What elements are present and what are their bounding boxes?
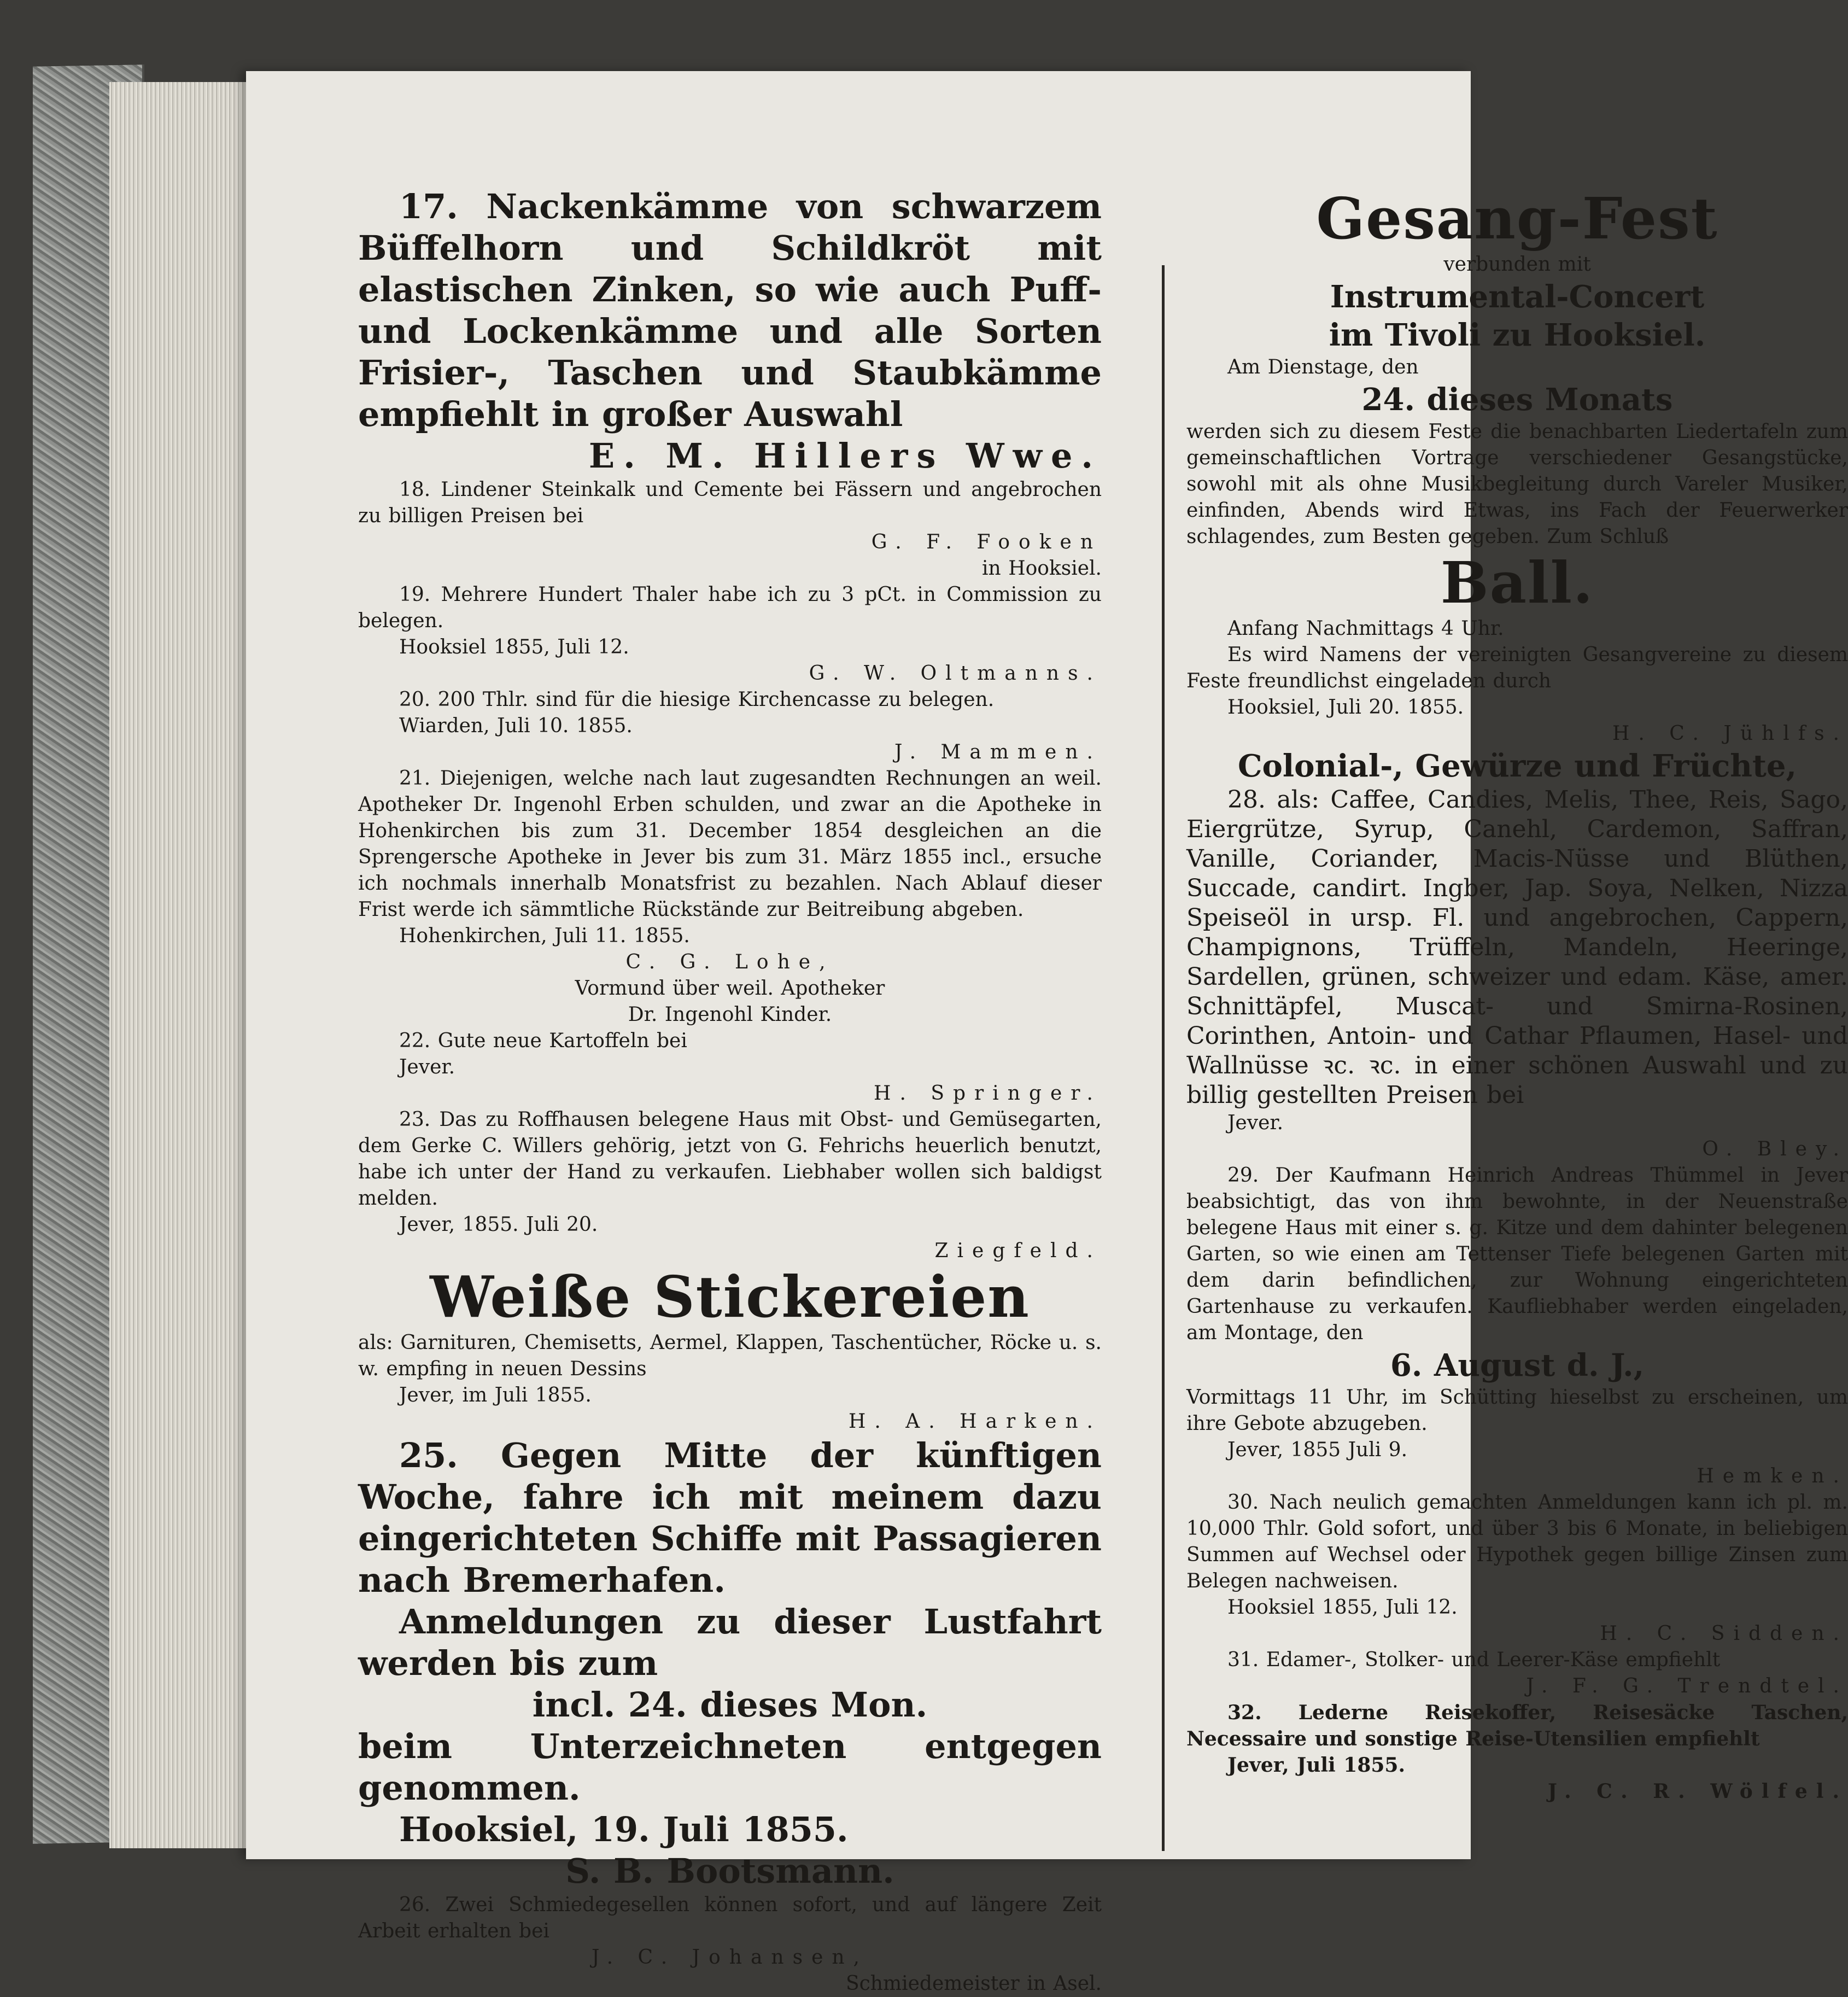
fest-signature: H. C. Jühlfs. — [1612, 722, 1848, 745]
ad-21-signature: C. G. Lohe, — [625, 951, 834, 973]
right-column — [1186, 186, 1848, 1805]
ad-32: 32. Lederne Reisekoffer, Reisesäcke Taschen, Necessaire und sonstige Reise-Utensilien empfiehlt — [1186, 1701, 1848, 1750]
ad-19-date: Hooksiel 1855, Juli 12. — [399, 636, 629, 658]
fest-start: Anfang Nachmittags 4 Uhr. — [1227, 617, 1504, 640]
ad-26-signature: J. C. Johansen, — [591, 1946, 869, 1969]
ad-32-date: Jever, Juli 1855. — [1227, 1754, 1405, 1777]
newspaper-page — [246, 71, 1848, 1995]
ad-28-heading: Colonial-, Gewürze und Früchte, — [1237, 748, 1797, 784]
page-stack-edges — [109, 82, 264, 1848]
ad-29-b: Vormittags 11 Uhr, im Schütting hieselbst zu erscheinen, um ihre Gebote abzugeben. — [1186, 1386, 1848, 1435]
ad-28-signature: O. Bley. — [1702, 1138, 1848, 1160]
ad-31-signature: J. F. G. Trendtel. — [1526, 1675, 1848, 1697]
ad-17: 17. Nackenkämme von schwarzem Büffelhorn und Schildkröt mit elastischen Zinken, so wie auch Puff- und Lockenkämme und alle Sorten Frisier-, Taschen und Staubkämme empfiehlt in großer Auswahl — [358, 186, 1102, 434]
ad-19: 19. Mehrere Hundert Thaler habe ich zu 3 pCt. in Commission zu belegen. — [358, 583, 1102, 632]
left-column — [358, 186, 1102, 1997]
ad-20: 20. 200 Thlr. sind für die hiesige Kirchencasse zu belegen. — [399, 688, 995, 711]
ad-20-signature: J. Mammen. — [894, 741, 1102, 763]
ad-24-date: Jever, im Juli 1855. — [399, 1384, 592, 1406]
fest-heading: Gesang-Fest — [1316, 185, 1718, 252]
ad-24-heading: Weiße Stickereien — [430, 1263, 1030, 1330]
ad-22-signature: H. Springer. — [874, 1082, 1102, 1105]
ad-20-date: Wiarden, Juli 10. 1855. — [399, 715, 633, 737]
fest-body: werden sich zu diesem Feste die benachbarten Liedertafeln zum gemeinschaftlichen Vortrage verschiedener Gesangstücke, sowohl mit als ohne Musikbegleitung durch Vareler Musiker, einfinden, Abends wird Etwas, ins Fach der Feuerwerker schlagendes, zum Besten gegeben. Zum Schluß — [1186, 421, 1848, 548]
ad-30-date: Hooksiel 1855, Juli 12. — [1227, 1596, 1458, 1619]
fest-ball: Ball. — [1440, 549, 1594, 616]
fest-place: im Tivoli zu Hooksiel. — [1329, 317, 1706, 353]
ad-25-d: beim Unterzeichneten entgegen genommen. — [358, 1726, 1102, 1808]
fest-date: 24. dieses Monats — [1361, 382, 1673, 418]
ad-21-date: Hohenkirchen, Juli 11. 1855. — [399, 925, 690, 947]
ad-28-place: Jever. — [1227, 1112, 1284, 1134]
ad-21-signature-3: Dr. Ingenohl Kinder. — [628, 1003, 832, 1026]
ad-22: 22. Gute neue Kartoffeln bei — [399, 1030, 687, 1052]
fest-concert: Instrumental-Concert — [1330, 279, 1705, 315]
ad-21-signature-2: Vormund über weil. Apotheker — [575, 977, 885, 1000]
ad-23: 23. Das zu Roffhausen belegene Haus mit Obst- und Gemüsegarten, dem Gerke C. Willers gehörig, jetzt von G. Fehrichs heuerlich benutzt, habe ich unter der Hand zu verkaufen. Liebhaber wollen sich baldigst melden. — [358, 1108, 1102, 1210]
ad-21: 21. Diejenigen, welche nach laut zugesandten Rechnungen an weil. Apotheker Dr. Ingenohl Erben schulden, und zwar an die Apotheke in Hohenkirchen bis zum 31. December 1854 desgleichen an die Sprengersche Apotheke in Jever bis zum 31. März 1855 incl., ersuche ich nochmals innerhalb Monatsfrist zu bezahlen. Nach Ablauf dieser Frist werde ich sämmtliche Rückstände zur Beitreibung abgeben. — [358, 767, 1102, 921]
ad-29-date-2: Jever, 1855 Juli 9. — [1227, 1439, 1408, 1461]
ad-31: 31. Edamer-, Stolker- und Leerer-Käse empfiehlt — [1227, 1649, 1721, 1671]
ad-18: 18. Lindener Steinkalk und Cemente bei Fässern und angebrochen zu billigen Preisen bei — [358, 478, 1102, 527]
ad-18-signature: G. F. Fooken — [871, 531, 1102, 553]
ad-30: 30. Nach neulich gemachten Anmeldungen kann ich pl. m. 10,000 Thlr. Gold sofort, und über 3 bis 6 Monate, in beliebigen Summen auf Wechsel oder Hypothek gegen billige Zinsen zum Belegen nachweisen. — [1186, 1491, 1848, 1592]
ad-30-signature: H. C. Sidden. — [1600, 1622, 1848, 1645]
ad-17-signature: E. M. Hillers Wwe. — [588, 436, 1102, 476]
fest-invite: Es wird Namens der vereinigten Gesangvereine zu diesem Feste freundlichst eingeladen durch — [1186, 644, 1848, 692]
ad-29: 29. Der Kaufmann Heinrich Andreas Thümmel in Jever beabsichtigt, das von ihm bewohnte, in der Neuenstraße belegene Haus mit einer s. g. Kitze und dem dahinter belegenen Garten, so wie einen am Tettenser Tiefe belegenen Garten mit dem darin befindlichen, zur Wohnung eingerichteten Gartenhause zu verkaufen. Kaufliebhaber werden eingeladen, am Montage, den — [1186, 1164, 1848, 1344]
fest-day: Am Dienstage, den — [1227, 356, 1419, 378]
ad-23-date: Jever, 1855. Juli 20. — [399, 1213, 598, 1236]
fest-sub: verbunden mit — [1443, 253, 1591, 276]
ad-19-signature: G. W. Oltmanns. — [809, 662, 1102, 685]
ad-25-date: Hooksiel, 19. Juli 1855. — [399, 1809, 849, 1849]
ad-28: 28. als: Caffee, Candies, Melis, Thee, Reis, Sago, Eiergrütze, Syrup, Canehl, Cardemon, Saffran, Vanille, Coriander, Macis-Nüsse und Blüthen, Succade, candirt. Ingber, Jap. Soya, Nelken, Nizza Speiseöl in ursp. Fl. und angebrochen, Cappern, Champignons, Trüffeln, Mandeln, Heeringe, Sardellen, grünen, schweizer und edam. Käse, amer. Schnittäpfel, Muscat- und Smirna-Rosinen, Corinthen, Antoin- und Cathar Pflaumen, Hasel- und Wallnüsse ꝛc. ꝛc. in einer schönen Auswahl und zu billig gestellten Preisen bei — [1186, 786, 1848, 1109]
ad-18-place: in Hooksiel. — [982, 557, 1102, 580]
column-divider — [1162, 265, 1165, 1851]
ad-25: 25. Gegen Mitte der künftigen Woche, fahre ich mit meinem dazu eingerichteten Schiffe mit Passagieren nach Bremerhafen. — [358, 1435, 1102, 1600]
ad-24-signature: H. A. Harken. — [849, 1410, 1102, 1433]
ad-32-signature: J. C. R. Wölfel. — [1547, 1780, 1848, 1803]
ad-23-signature: Ziegfeld. — [934, 1240, 1102, 1262]
ad-25-signature: S. B. Bootsmann. — [565, 1851, 894, 1891]
ad-26-signature-2: Schmiedemeister in Asel. — [845, 1972, 1102, 1995]
ad-25-b: Anmeldungen zu dieser Lustfahrt werden bis zum — [358, 1602, 1102, 1683]
ad-25-c: incl. 24. dieses Mon. — [532, 1685, 928, 1725]
ad-22-place: Jever. — [399, 1056, 455, 1078]
ad-29-signature: Hemken. — [1697, 1465, 1848, 1487]
ad-29-date: 6. August d. J., — [1390, 1347, 1645, 1383]
ad-24: als: Garnituren, Chemisetts, Aermel, Klappen, Taschentücher, Röcke u. s. w. empfing in neuen Dessins — [358, 1332, 1102, 1380]
fest-date-2: Hooksiel, Juli 20. 1855. — [1227, 696, 1464, 719]
ad-26: 26. Zwei Schmiedegesellen können sofort, und auf längere Zeit Arbeit erhalten bei — [358, 1894, 1102, 1942]
